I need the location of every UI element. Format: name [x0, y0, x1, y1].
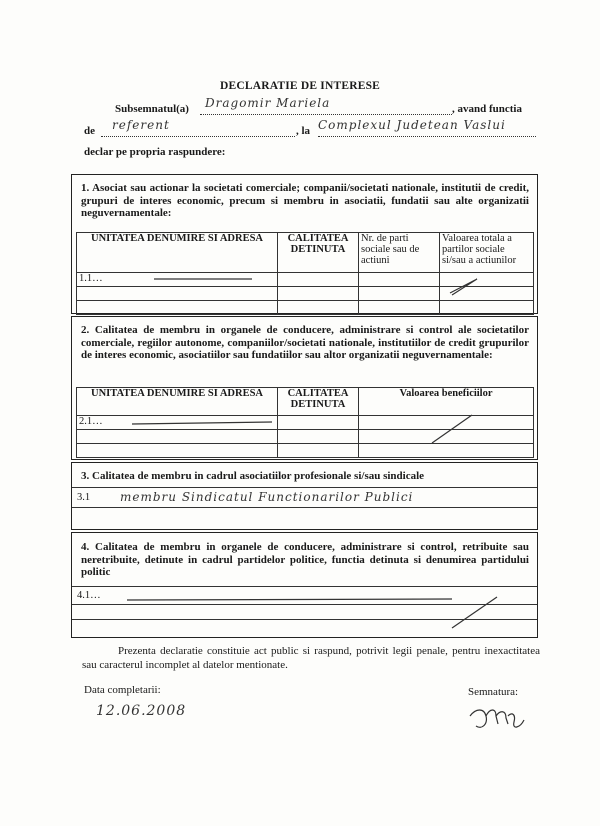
s3-row-value: membru Sindicatul Functionarilor Publici	[120, 490, 414, 504]
at-label: , la	[296, 125, 311, 137]
s3-row-label: 3.1	[77, 492, 91, 503]
section-2-title: 2. Calitatea de membru in organele de conducere, administrare si control ale societatilor comerciale, regiilor autonome, companiilor/societati nationale, institutiilor de credit grupurilor de interes economic, asociatiilor sau fundatiilor sau altor organizatii neguvernamentale:	[81, 324, 529, 361]
section-4-title: 4. Calitatea de membru in organele de conducere, administrare si control, retribuite sau neretribuite, detinute in cadrul partidelor politice, functia detinuta si denumirea partidului politic	[81, 541, 529, 578]
s1-col-quality: CALITATEA DETINUTA	[278, 233, 359, 273]
section-1-title: 1. Asociat sau actionar la societati comerciale; companii/societati nationale, institutii de credit, grupuri de interes economic, precum si membru in asociatii, fundatii sau alte organizatii neguvernamentale:	[81, 182, 529, 219]
document-title: DECLARATIE DE INTERESE	[219, 80, 381, 92]
signature-image	[462, 698, 542, 738]
declare-text: declar pe propria raspundere:	[84, 146, 226, 158]
s4-strike-mark	[72, 533, 537, 637]
s1-col-unit: UNITATEA DENUMIRE SI ADRESA	[77, 233, 278, 273]
section-4	[71, 532, 538, 638]
section-3	[71, 462, 538, 530]
section-3-title: 3. Calitatea de membru in cadrul asociatiilor profesionale si/sau sindicale	[81, 470, 425, 482]
s2-row-label: 2.1…	[77, 416, 278, 430]
role-value: referent	[112, 118, 170, 132]
signature-label: Semnatura:	[468, 686, 519, 698]
institution-value: Complexul Judetean Vaslui	[318, 118, 506, 132]
s2-col-quality: CALITATEA DETINUTA	[278, 388, 359, 416]
section-1	[71, 174, 538, 314]
date-value: 12.06.2008	[96, 703, 187, 719]
undersigned-value: Dragomir Mariela	[205, 96, 331, 110]
undersigned-label: Subsemnatul(a)	[115, 103, 189, 115]
s4-row-label: 4.1…	[77, 590, 101, 601]
s1-row-label: 1.1…	[77, 273, 278, 287]
s2-col-unit: UNITATEA DENUMIRE SI ADRESA	[77, 388, 278, 416]
s1-col-shares: Nr. de parti sociale sau de actiuni	[359, 233, 440, 273]
date-label: Data completarii:	[84, 684, 161, 696]
s2-strike-mark	[72, 317, 537, 459]
section-2	[71, 316, 538, 460]
role-prefix: de	[84, 125, 95, 137]
function-label: , avand functia	[452, 103, 522, 115]
s1-col-value: Valoarea totala a partilor sociale si/sau a actiunilor	[440, 233, 534, 273]
footer-statement: Prezenta declaratie constituie act public si raspund, potrivit legii penale, pentru inexactitatea sau caracterul incomplet al datelor mentionate.	[82, 645, 540, 671]
s1-strike-mark	[72, 175, 537, 313]
s2-col-benefits: Valoarea beneficiilor	[359, 388, 534, 416]
